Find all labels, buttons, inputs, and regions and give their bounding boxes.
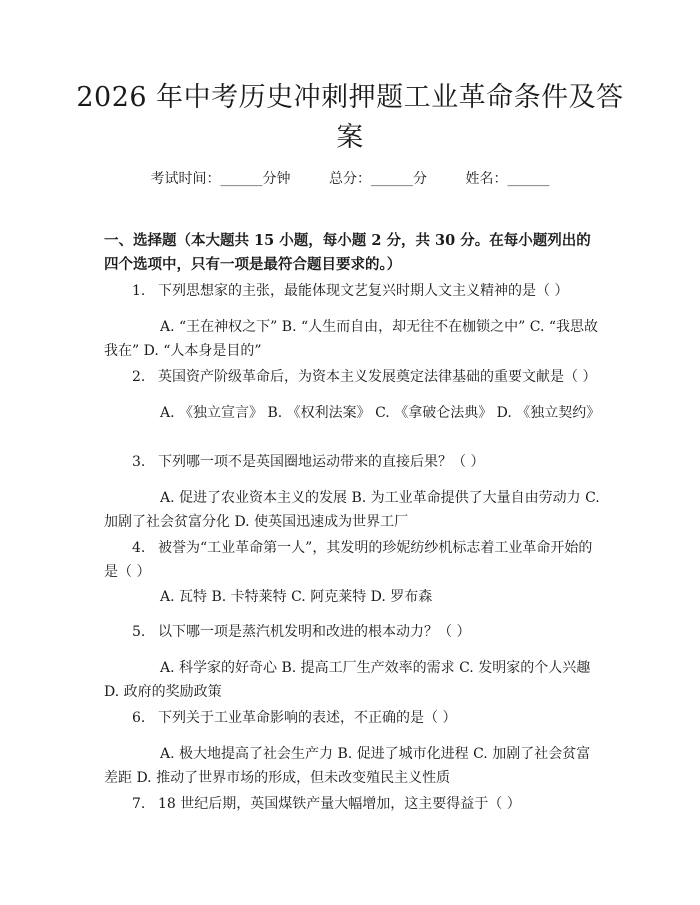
section-heading: 一、选择题（本大题共 15 小题，每小题 2 分，共 30 分。在每小题列出的四个选项中，只有一项是最符合题目要求的。） <box>104 232 591 273</box>
question-stem: 以下哪一项是蒸汽机发明和改进的根本动力？（ ） <box>158 624 471 640</box>
total-score-field: 总分：______分 <box>329 171 427 187</box>
question-7 <box>104 792 600 816</box>
question-1-options: A. “王在神权之下” B. “人生而自由，却无往不在枷锁之中” C. “我思故我在” D. “人本身是目的” <box>104 319 598 359</box>
question-4-options: A. 瓦特 B. 卡特莱特 C. 阿克莱特 D. 罗布森 <box>160 589 433 605</box>
question-5-options: A. 科学家的好奇心 B. 提高工厂生产效率的需求 C. 发明家的个人兴趣 D. 政府的奖励政策 <box>104 660 591 700</box>
question-2-options: A. 《独立宣言》 B. 《权利法案》 C. 《拿破仑法典》 D. 《独立契约》 <box>160 405 601 421</box>
question-number: 5. <box>132 624 146 640</box>
question-5 <box>104 620 600 644</box>
question-3 <box>104 450 600 474</box>
student-name-field: 姓名：______ <box>465 171 550 187</box>
question-1 <box>104 279 600 303</box>
question-stem: 18 世纪后期，英国煤铁产量大幅增加，这主要得益于（ ） <box>158 796 521 812</box>
question-stem: 下列关于工业革命影响的表述，不正确的是（ ） <box>158 710 457 726</box>
question-6 <box>104 706 600 730</box>
question-6-options: A. 极大地提高了社会生产力 B. 促进了城市化进程 C. 加剧了社会贫富差距 D. 推动了世界市场的形成，但未改变殖民主义性质 <box>104 746 591 786</box>
question-number: 6. <box>132 710 146 726</box>
page-title: 2026 年中考历史冲刺押题工业革命条件及答案 <box>76 82 624 153</box>
question-number: 3. <box>132 454 146 470</box>
question-stem: 被誉为“工业革命第一人”，其发明的珍妮纺纱机标志着工业革命开始的是（ ） <box>104 540 593 580</box>
question-3-options: A. 促进了农业资本主义的发展 B. 为工业革命提供了大量自由劳动力 C. 加剧了社会贫富分化 D. 使英国迅速成为世界工厂 <box>104 490 600 530</box>
question-number: 7. <box>132 796 146 812</box>
question-stem: 下列思想家的主张，最能体现文艺复兴时期人文主义精神的是（ ） <box>158 283 569 299</box>
question-stem: 下列哪一项不是英国圈地运动带来的直接后果？（ ） <box>158 454 485 470</box>
question-4 <box>104 536 600 584</box>
question-stem: 英国资产阶级革命后，为资本主义发展奠定法律基础的重要文献是（ ） <box>158 369 597 385</box>
exam-time-field: 考试时间：______分钟 <box>150 171 291 187</box>
question-number: 4. <box>132 540 146 556</box>
question-number: 2. <box>132 369 146 385</box>
question-number: 1. <box>132 283 146 299</box>
question-2 <box>104 365 600 389</box>
exam-meta <box>0 168 700 188</box>
